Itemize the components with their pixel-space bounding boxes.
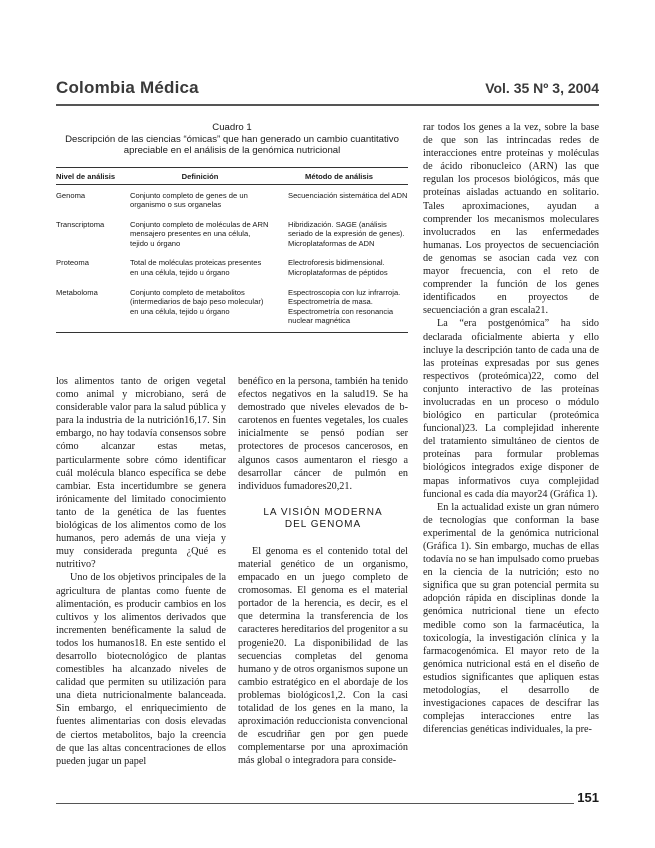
- table-row: [56, 252, 408, 281]
- table-cell: Proteoma: [56, 258, 89, 268]
- page-number: 151: [577, 790, 599, 805]
- paragraph: rar todos los genes a la vez, sobre la base de que son las intrincadas redes de interacciones entre proteínas y moléculas de ácido ribonucleico (ARN) las que regulan los procesos biológicos, más que proteínas aisladas actuando en solitario. Tales aproximaciones, ayudan a comprender los mecanismos moleculares involucrados en las enfermedades humanas. Los proyectos de secuenciación de genomas se asocian cada vez con mayor frecuencia, con el reto de comprender la función de los genes identificados en proyectos de secuenciación a gran escala21.: [423, 122, 599, 317]
- table-cell: Transcriptoma: [56, 219, 105, 229]
- table-cell: Espectroscopia con luz infrarroja. Espectrometría de masa. Espectrometría con resonancia nuclear magnética: [288, 287, 401, 326]
- volume-issue: Vol. 35 Nº 3, 2004: [485, 80, 599, 96]
- journal-title: Colombia Médica: [56, 78, 199, 97]
- table-cell: Conjunto completo de metabolitos (intermediarios de bajo peso molecular) en una célula, tejido u órgano: [130, 287, 264, 316]
- text-column-left: [56, 375, 226, 768]
- table-header-cell: Método de análisis: [305, 171, 373, 181]
- table-row: [56, 185, 408, 214]
- section-title-line: LA VISIÓN MODERNA: [263, 506, 383, 518]
- paragraph: benéfico en la persona, también ha tenido efectos negativos en la salud19. Se ha demostrado que niveles elevados de b-carotenos en fuentes vegetales, los cuales inicialmente se pensó podían ser protectores de procesos cancerosos, en algunos casos aumentaron el riesgo a desarrollar cáncer de pulmón en individuos fumadores20,21.: [238, 376, 408, 492]
- table-cell: Conjunto completo de genes de un organismo o sus organelas: [130, 190, 248, 210]
- paragraph: La “era postgenómica” ha sido declarada oficialmente abierta y ello incluye la descripción tanto de cada una de las proteínas expresadas por sus genes respectivos (proteómica)22, como del conjunto interactivo de las proteínas involucradas en un proceso o módulo biológico en particular (proteómica funcional)23. La complejidad inherente del tratamiento simultáneo de cientos de proteínas para formular problemas biológicos integrados exige disponer de mapas informativos cuya complejidad funcional es cada día mayor24 (Gráfica 1).: [423, 318, 599, 500]
- table-cell: Conjunto completo de moléculas de ARN mensajero presentes en una célula, tejido u órgano: [130, 219, 269, 248]
- table-row: [56, 214, 408, 253]
- text-column-right: [423, 121, 599, 736]
- table-cell: Genoma: [56, 190, 86, 200]
- table-caption: Descripción de las ciencias “ómicas” que han generado un cambio cuantitativo apreciable en el análisis de la genómica nutricional: [65, 133, 399, 156]
- table-header-row: [56, 167, 408, 185]
- table-header-cell: Nivel de análisis: [56, 171, 116, 181]
- paragraph: En la actualidad existe un gran número de tecnologías que conforman la base experimental de la genómica nutricional (Gráfica 1). Sin embargo, muchas de ellas todavía no se han impulsado como pruebas en la ciencia de la nutrición; esto no significa que su gran potencial permita su adopción rápida en disciplinas donde la genómica nutricional tiene un efecto medible como son la farmacéutica, la toxicología, la investigación clínica y la farmacogenómica. El mayor reto de la genómica nutricional está en el diseño de estudios significantes que apliquen estas metodologías, el desarrollo de investigaciones capaces de descifrar las complejas interacciones entre las diferencias genéticas individuales, la pre-: [423, 501, 599, 736]
- table-row: [56, 282, 408, 330]
- paragraph: los alimentos tanto de origen vegetal como animal y microbiano, será de considerable valor para la salud pública y para la industria de la nutrición16,17. Sin embargo, no hay todavía consensos sobre cómo alcanzar estas metas, particularmente sobre cómo identificar cuál molécula blanco específica se debe cambiar. Esta incertidumbre se genera irónicamente del limitado conocimiento tanto de la genética de las fuentes biológicas de los alimentos como de los humanos, pero además de una vieja y muy considerada pregunta ¿Qué es nutritivo?: [56, 376, 226, 571]
- table-header-cell: Definición: [181, 171, 219, 181]
- paragraph: Uno de los objetivos principales de la agricultura de plantas como fuente de alimentación, es producir cambios en los cultivos y los alimentos derivados que incrementen benéficamente la salud de todos los humanos18. En este sentido el desarrollo biotecnológico de plantas comestibles ha alcanzado niveles de calidad que permiten su utilización para una dieta nutricionalmente balanceada. Sin embargo, el enriquecimiento de fuentes alimentarias con dosis elevadas de ciertos metabolitos, bajo la creencia de que las altas concentraciones de ellos pueden jugar un papel: [56, 572, 226, 767]
- paragraph: El genoma es el contenido total del material genético de un organismo, empacado en un juego completo de cromosomas. El genoma es el material portador de la herencia, es decir, es el que determina la transferencia de los caracteres hereditarios del progenitor a su progenie20. La disponibilidad de las secuencias completas del genoma humano y de otros organismos supone un cambio estratégico en el abordaje de los problemas biológicos1,2. Con la casi totalidad de los genes en la mano, la aproximación reduccionista convencional de escudriñar gen por gen puede complementarse por una aproximación más global o integradora para conside-: [238, 545, 408, 767]
- table-label: Cuadro 1: [212, 122, 252, 133]
- table-cell: Metaboloma: [56, 287, 98, 297]
- footer-rule: [56, 803, 574, 804]
- table-cuadro-1: [56, 122, 408, 333]
- table-cell: Total de moléculas proteicas presentes en una célula, tejido u órgano: [130, 258, 262, 278]
- table-bottom-rule: [56, 332, 408, 333]
- text-column-middle: [238, 375, 408, 767]
- section-title-line: DEL GENOMA: [284, 519, 362, 531]
- section-title: [238, 507, 408, 532]
- table-cell: Electroforesis bidimensional. Microplataformas de péptidos: [288, 258, 388, 278]
- table-cell: Hibridización. SAGE (análisis seriado de la expresión de genes). Microplataformas de ADN: [288, 219, 405, 248]
- header-rule: [56, 104, 599, 106]
- table-cell: Secuenciación sistemática del ADN: [288, 190, 408, 200]
